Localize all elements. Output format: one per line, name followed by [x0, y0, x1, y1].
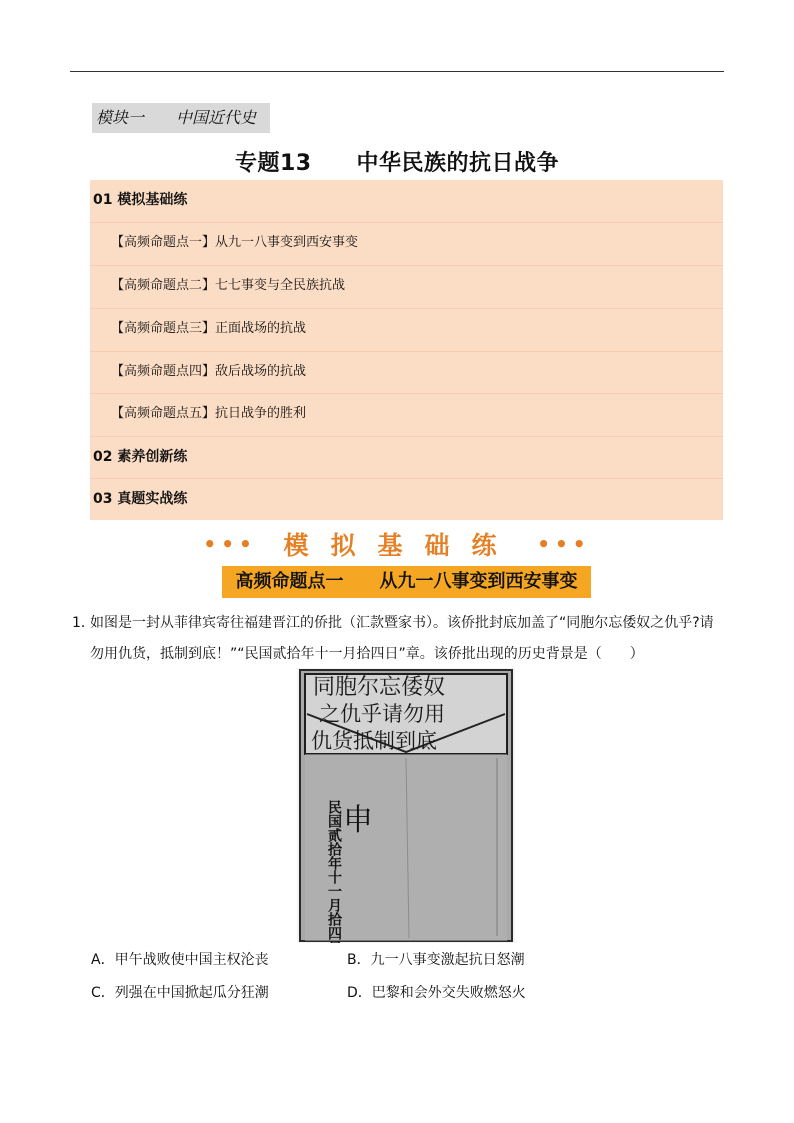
- stamp-char: 用: [424, 702, 445, 726]
- toc-item-section-02[interactable]: 02 素养创新练: [90, 436, 723, 477]
- question-stem: 如图是一封从菲律宾寄往福建晋江的侨批（汇款暨家书）。该侨批封底加盖了“同胞尔忘倭奴之仇乎?请勿用仇货，抵制到底！”“民国贰拾年十一月拾四日”章。该侨批出现的历史背景是（ ）: [90, 615, 714, 662]
- center-character: 申: [343, 803, 373, 838]
- option-a[interactable]: A．甲午战败使中国主权沦丧: [91, 952, 269, 968]
- toc-item-point-5[interactable]: 【高频命题点五】抗日战争的胜利: [90, 393, 723, 434]
- stamp-char: 仇: [311, 729, 332, 753]
- toc-item-section-01[interactable]: 01 模拟基础练: [93, 192, 188, 208]
- banner-title: 模拟基础练: [283, 531, 519, 560]
- banner-dots-left: •••: [203, 532, 257, 556]
- subsection-heading: 高频命题点一 从九一八事变到西安事变: [222, 566, 591, 598]
- stamp-char: 请: [382, 702, 403, 726]
- question-1: [72, 608, 724, 670]
- stamp-char: 胞: [335, 675, 358, 700]
- section-banner: [0, 526, 794, 562]
- stamp-char: 倭: [401, 675, 424, 700]
- banner-dots-right: •••: [537, 532, 591, 556]
- module-tag: 模块一 中国近代史: [92, 103, 270, 133]
- stamp-char: 制: [374, 729, 395, 753]
- stamp-char: 尔: [357, 675, 380, 700]
- stamp-row-3: [311, 729, 437, 753]
- toc-item-section-03[interactable]: 03 真题实战练: [90, 478, 723, 519]
- stamp-char: 底: [416, 729, 437, 753]
- stamp-char: 之: [319, 702, 340, 726]
- stamp-char: 抵: [353, 729, 374, 753]
- option-c[interactable]: C．列强在中国掀起瓜分狂潮: [91, 985, 269, 1001]
- stamp-char: 货: [332, 729, 353, 753]
- stamp-char: 到: [395, 729, 416, 753]
- toc-item-point-2[interactable]: 【高频命题点二】七七事变与全民族抗战: [90, 265, 723, 306]
- envelope-photo: [297, 668, 515, 943]
- toc-item-point-4[interactable]: 【高频命题点四】敌后战场的抗战: [90, 351, 723, 392]
- date-stamp: 民国贰拾年十一月拾四日: [326, 800, 342, 943]
- stamp-char: 乎: [361, 702, 382, 726]
- stamp-char: 忘: [379, 675, 402, 700]
- stamp-char: 仇: [340, 702, 361, 726]
- stamp-row-2: [319, 702, 445, 726]
- header-rule: [70, 71, 724, 72]
- option-d[interactable]: D．巴黎和会外交失败燃怒火: [347, 985, 526, 1001]
- question-number: 1．: [72, 615, 95, 631]
- stamp-row-1: [313, 675, 445, 700]
- table-of-contents: [90, 180, 723, 520]
- stamp-char: 勿: [403, 702, 424, 726]
- stamp-char: 奴: [423, 675, 446, 700]
- toc-item-point-3[interactable]: 【高频命题点三】正面战场的抗战: [90, 308, 723, 349]
- toc-item-point-1[interactable]: 【高频命题点一】从九一八事变到西安事变: [90, 222, 723, 263]
- option-b[interactable]: B．九一八事变激起抗日怒潮: [347, 952, 525, 968]
- stamp-char: 同: [313, 675, 336, 700]
- page-title: 专题13 中华民族的抗日战争: [234, 151, 560, 176]
